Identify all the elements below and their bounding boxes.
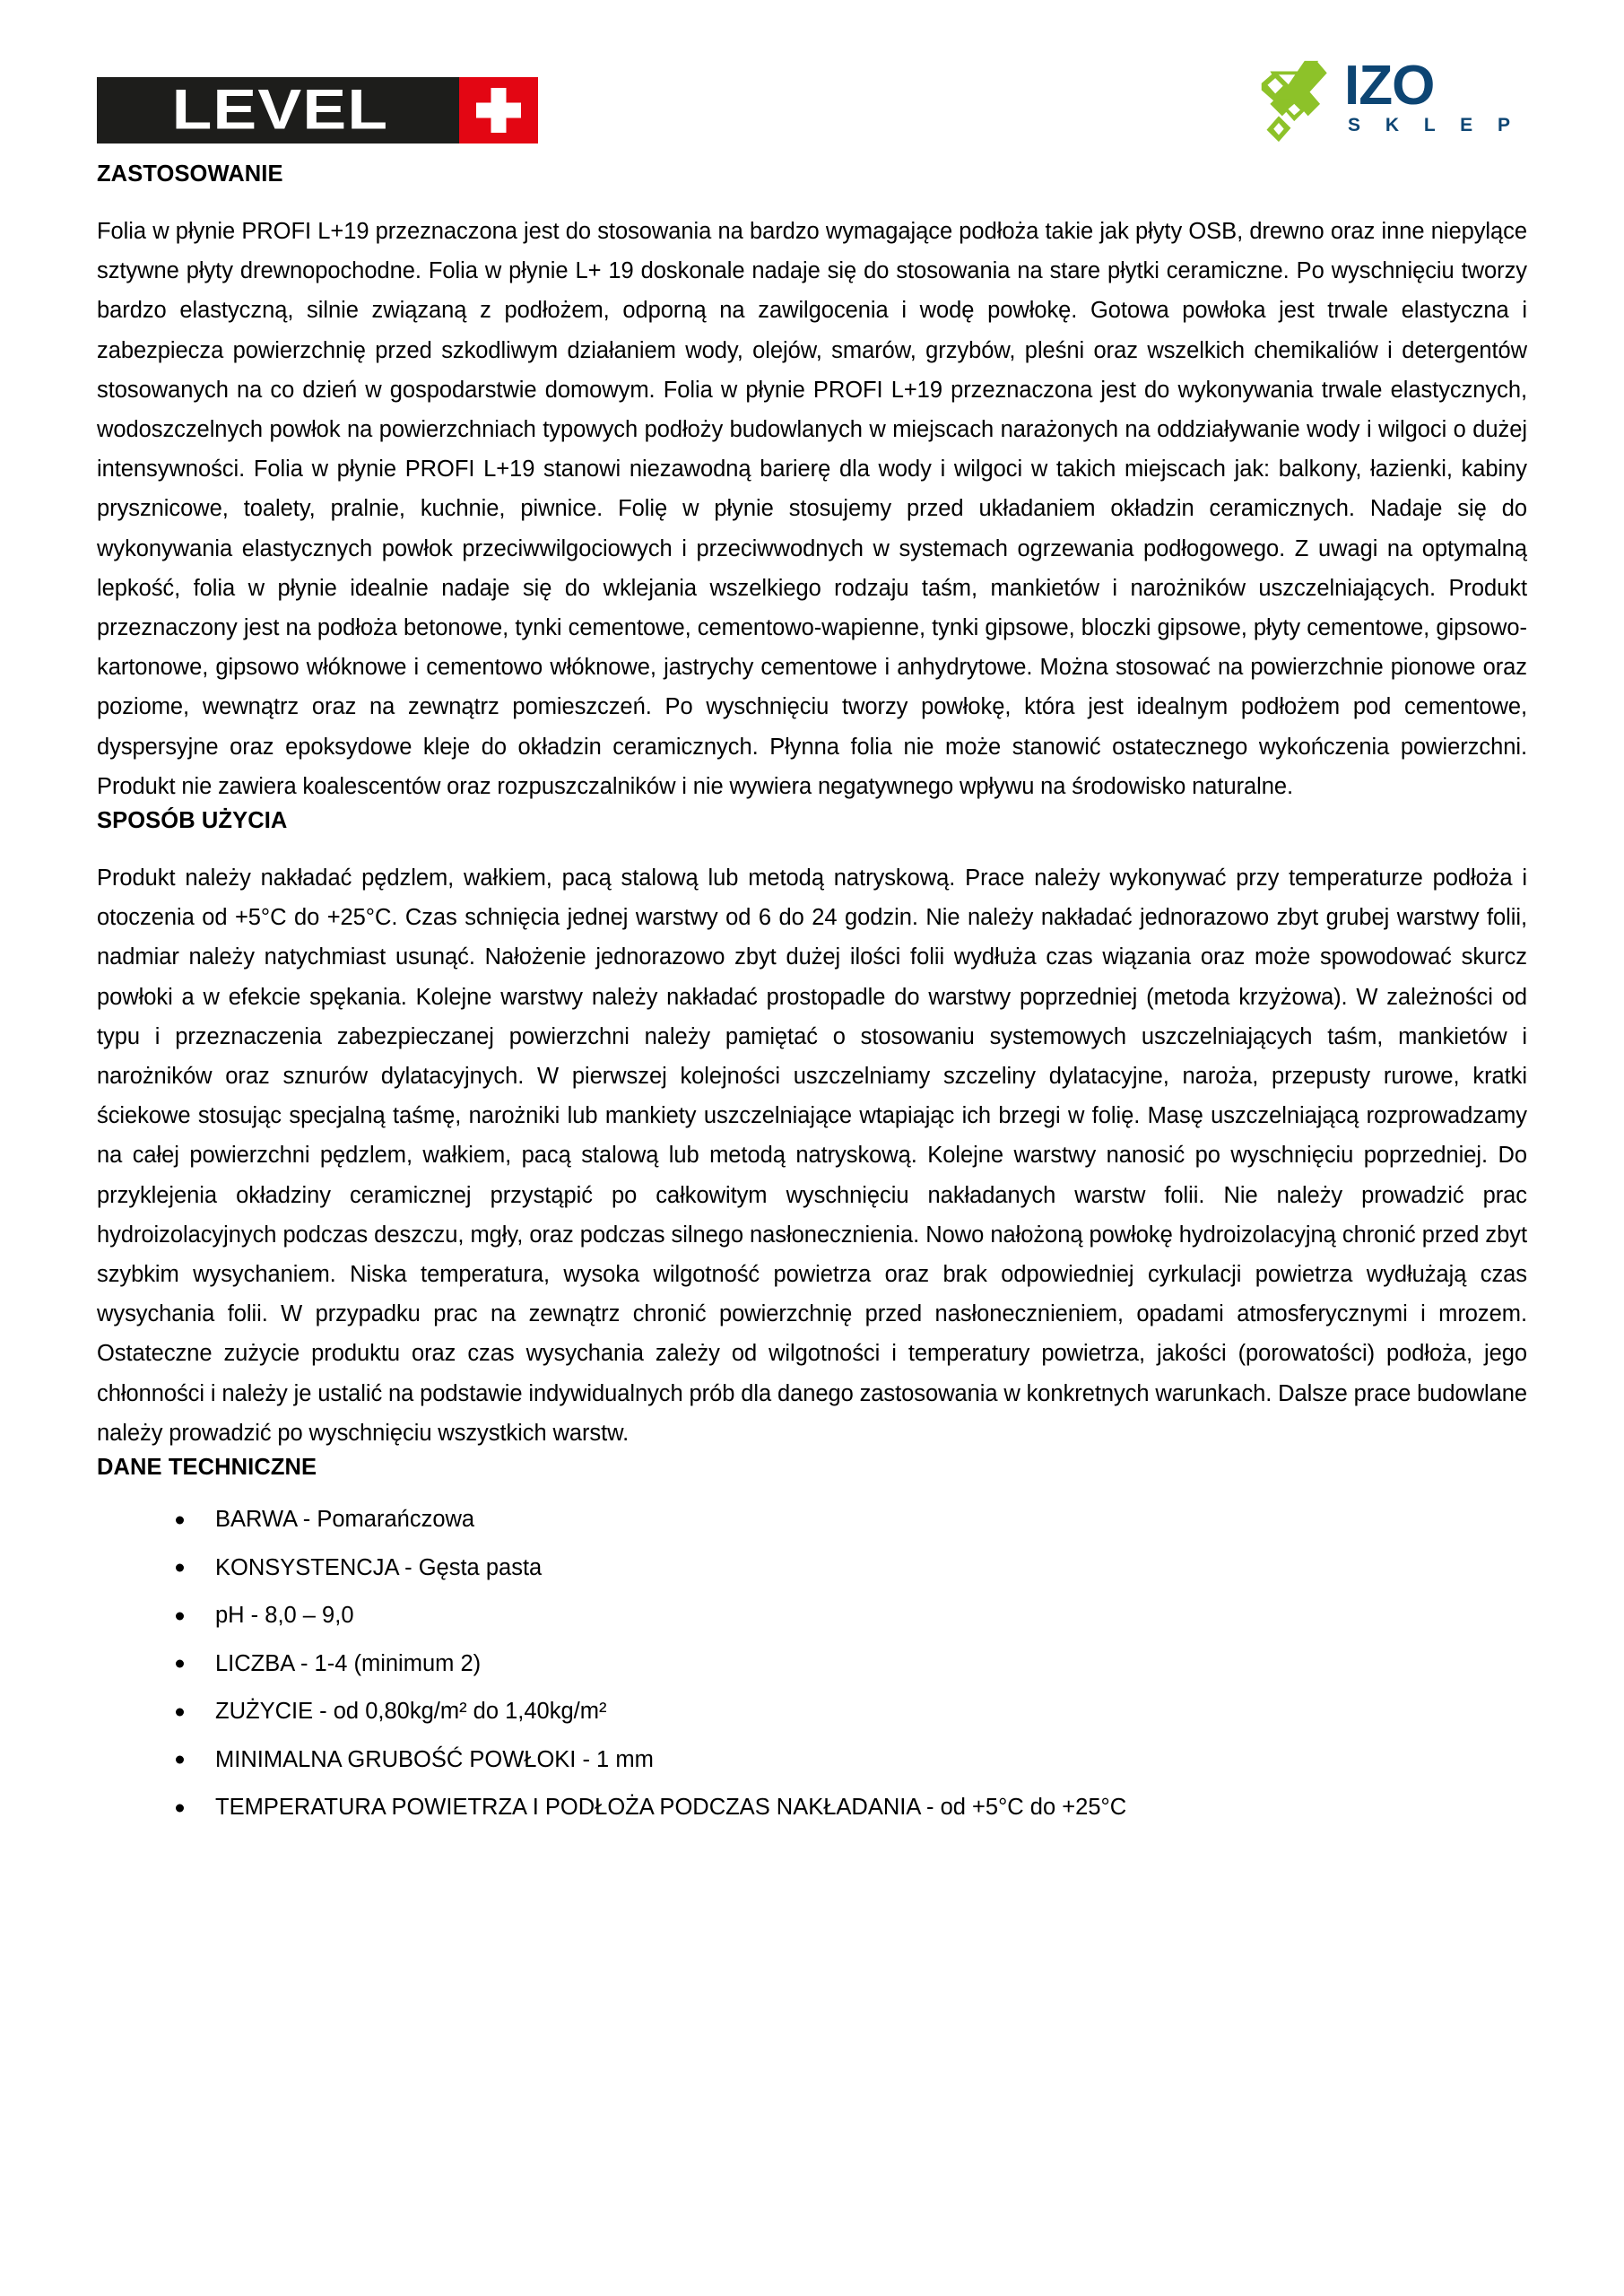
izo-text-block: [1344, 57, 1520, 136]
spec-list-item: [97, 1747, 1527, 1773]
plus-icon-horizontal-bar: [476, 103, 521, 118]
level-wordmark-text: LEVEL: [171, 78, 388, 142]
bullet-icon: [176, 1612, 184, 1620]
level-plus-logo: [97, 77, 538, 144]
spec-list-item: [97, 1555, 1527, 1581]
section-body-sposob-uzycia: Produkt należy nakładać pędzlem, wałkiem, pacą stalową lub metodą natryskową. Prace należy wykonywać przy temperaturze podłoża i otoczenia od +5°C do +25°C. Czas schnięcia jednej warstwy od 6 do 24 godzin. Nie należy nakładać jednorazowo zbyt grubej warstwy folii, nadmiar należy natychmiast usunąć. Nałożenie jednorazowo zbyt dużej ilości folii wydłuża czas wiązania oraz może spowodować skurcz powłoki a w efekcie spękania. Kolejne warstwy należy nakładać prostopadle do warstwy poprzedniej (metoda krzyżowa). W zależności od typu i przeznaczenia zabezpieczanej powierzchni należy pamiętać o stosowaniu systemowych uszczelniających taśm, mankietów i narożników oraz sznurów dylatacyjnych. W pierwszej kolejności uszczelniamy szczeliny dylatacyjne, naroża, przepusty rurowe, kratki ściekowe stosując specjalną taśmę, narożniki lub mankiety uszczelniające wtapiając ich brzegi w folię. Masę uszczelniającą rozprowadzamy na całej powierzchni pędzlem, wałkiem, pacą stalową lub metodą natryskową. Kolejne warstwy nanosić po wyschnięciu poprzedniej. Do przyklejenia okładziny ceramicznej przystąpić po całkowitym wyschnięciu nakładanych warstw folii. Nie należy prowadzić prac hydroizolacyjnych podczas deszczu, mgły, oraz podczas silnego nasłonecznienia. Nowo nałożoną powłokę hydroizolacyjną chronić przed zbyt szybkim wysychaniem. Niska temperatura, wysoka wilgotność powietrza oraz brak odpowiedniej cyrkulacji powietrza wydłużają czas wysychania folii. W przypadku prac na zewnątrz chronić powierzchnię przed nasłonecznieniem, opadami atmosferycznymi i mrozem. Ostateczne zużycie produktu oraz czas wysychania zależy od wilgotności i temperatury powietrza, jakości (porowatości) podłoża, jego chłonności i należy je ustalić na podstawie indywidualnych prób dla danego zastosowania w konkretnych warunkach. Dalsze prace budowlane należy prowadzić po wyschnięciu wszystkich warstw.: [97, 865, 1527, 1446]
section-body-zastosowanie: Folia w płynie PROFI L+19 przeznaczona jest do stosowania na bardzo wymagające podłoża takie jak płyty OSB, drewno oraz inne niepylące sztywne płyty drewnopochodne. Folia w płynie L+ 19 doskonale nadaje się do stosowania na stare płytki ceramiczne. Po wyschnięciu tworzy bardzo elastyczną, silnie związaną z podłożem, odporną na zawilgocenia i wodę powłokę. Gotowa powłoka jest trwale elastyczna i zabezpiecza powierzchnię przed szkodliwym działaniem wody, olejów, smarów, grzybów, pleśni oraz wszelkich chemikaliów i detergentów stosowanych na co dzień w gospodarstwie domowym. Folia w płynie PROFI L+19 przeznaczona jest do wykonywania trwale elastycznych, wodoszczelnych powłok na powierzchniach typowych podłoży budowlanych w miejscach narażonych na oddziaływanie wody i wilgoci o dużej intensywności. Folia w płynie PROFI L+19 stanowi niezawodną barierę dla wody i wilgoci w takich miejscach jak: balkony, łazienki, kabiny prysznicowe, toalety, pralnie, kuchnie, piwnice. Folię w płynie stosujemy przed układaniem okładzin ceramicznych. Nadaje się do wykonywania elastycznych powłok przeciwwilgociowych i przeciwwodnych w systemach ogrzewania podłogowego. Z uwagi na optymalną lepkość, folia w płynie idealnie nadaje się do wklejania wszelkiego rodzaju taśm, mankietów i narożników uszczelniających. Produkt przeznaczony jest na podłoża betonowe, tynki cementowe, cementowo-wapienne, tynki gipsowe, bloczki gipsowe, płyty cementowe, gipsowo-kartonowe, gipsowo włóknowe i cementowo włóknowe, jastrychy cementowe i anhydrytowe. Można stosować na powierzchnie pionowe oraz poziome, wewnątrz oraz na zewnątrz pomieszczeń. Po wyschnięciu tworzy powłokę, która jest idealnym podłożem pod cementowe, dyspersyjne oraz epoksydowe kleje do okładzin ceramicznych. Płynna folia nie może stanowić ostatecznego wykończenia powierzchni. Produkt nie zawiera koalescentów oraz rozpuszczalników i nie wywiera negatywnego wpływu na środowisko naturalne.: [97, 219, 1527, 799]
document-content: [0, 160, 1624, 1821]
section-title-zastosowanie: ZASTOSOWANIE: [97, 161, 283, 187]
bullet-icon: [176, 1756, 184, 1764]
izo-wordmark-text: IZO: [1344, 55, 1435, 117]
document-header: [0, 0, 1624, 160]
spec-list-item-label: BARWA - Pomarańczowa: [215, 1507, 475, 1533]
spec-list-item-label: TEMPERATURA POWIETRZA I PODŁOŻA PODCZAS NAKŁADANIA - od +5°C do +25°C: [215, 1795, 1127, 1821]
spec-list-item: [97, 1651, 1527, 1677]
spec-list-item-label: pH - 8,0 – 9,0: [215, 1603, 354, 1629]
izo-hexagon-mark-icon: [1256, 59, 1342, 145]
spec-list-item: [97, 1603, 1527, 1629]
spec-list-item-label: KONSYSTENCJA - Gęsta pasta: [215, 1554, 543, 1580]
level-plus-badge: [459, 77, 538, 144]
level-wordmark-box: [97, 77, 459, 144]
izo-sklep-logo: [1256, 52, 1525, 149]
section-title-dane-techniczne: DANE TECHNICZNE: [97, 1455, 317, 1481]
section-title-sposob-uzycia: SPOSÓB UŻYCIA: [97, 808, 288, 834]
izo-sklep-subtitle: S K L E P: [1348, 115, 1520, 135]
spec-list-item-label: LICZBA - 1-4 (minimum 2): [215, 1650, 482, 1676]
bullet-icon: [176, 1564, 184, 1572]
bullet-icon: [176, 1660, 184, 1668]
spec-list-item-label: MINIMALNA GRUBOŚĆ POWŁOKI - 1 mm: [215, 1746, 654, 1772]
spec-list-item: [97, 1507, 1527, 1533]
spec-list-item-label: ZUŻYCIE - od 0,80kg/m² do 1,40kg/m²: [215, 1699, 607, 1725]
technical-spec-list: [97, 1507, 1527, 1821]
spec-list-item: [97, 1795, 1527, 1821]
spec-list-item: [97, 1699, 1527, 1725]
bullet-icon: [176, 1708, 184, 1716]
bullet-icon: [176, 1804, 184, 1812]
bullet-icon: [176, 1516, 184, 1524]
